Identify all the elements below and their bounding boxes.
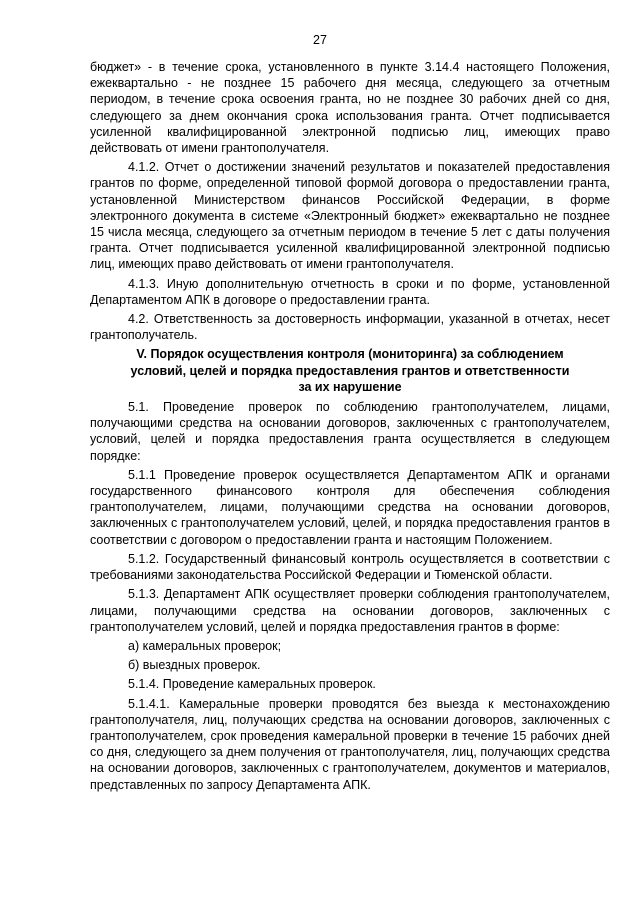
section-heading-line: условий, целей и порядка предоставления грантов и ответственности xyxy=(130,363,570,378)
list-item: б) выездных проверок. xyxy=(128,658,261,673)
list-item: 5.1.4. Проведение камеральных проверок. xyxy=(128,677,376,692)
paragraph: 4.2. Ответственность за достоверность информации, указанной в отчетах, несет грантополучатель. xyxy=(90,312,610,343)
section-heading-line: за их нарушение xyxy=(298,379,402,394)
list-item: а) камеральных проверок; xyxy=(128,638,282,653)
paragraph: 5.1.2. Государственный финансовый контроль осуществляется в соответствии с требованиями законодательства Российской Федерации и Тюменской области. xyxy=(90,551,610,583)
paragraph: бюджет» - в течение срока, установленного в пункте 3.14.4 настоящего Положения, ежеквартально - не позднее 15 рабочего дня месяца, следующего за отчетным периодом, в течение срока освоения гранта, но не позднее 30 рабочих дней со дня, следующего за днем окончания срока использования гранта. Отчет подписывается усиленной квалифицированной электронной подписью лиц, имеющих право действовать от имени грантополучателя. xyxy=(90,60,610,156)
page-number: 27 xyxy=(313,33,327,47)
paragraph: 5.1.3. Департамент АПК осуществляет проверки соблюдения грантополучателем, лицами, получающими средства на основании договоров, заключенных с грантополучателем условий, целей и порядка предоставления грантов в форме: xyxy=(90,587,610,634)
paragraph: 5.1. Проведение проверок по соблюдению грантополучателем, лицами, получающими средства на основании договоров, заключенных с грантополучателем, условий, целей и порядка предоставления гранта осуществляется в следующем порядке: xyxy=(90,400,610,463)
paragraph: 4.1.3. Иную дополнительную отчетность в сроки и по форме, установленной Департаментом АПК в договоре о предоставлении гранта. xyxy=(90,276,610,307)
section-heading-line: V. Порядок осуществления контроля (мониторинга) за соблюдением xyxy=(136,347,564,362)
paragraph: 5.1.4.1. Камеральные проверки проводятся без выезда к местонахождению грантополучателя, лиц, получающих средства на основании договоров, заключенных с грантополучателем, срок проведения камеральной проверки в течение 15 рабочих дней со дня, следующего за днем получения от грантополучателя, лиц, получающих средства на основании договоров, заключенных с грантополучателем, документов и материалов, представленных по запросу Департамента АПК. xyxy=(90,696,610,792)
paragraph: 4.1.2. Отчет о достижении значений результатов и показателей предоставления грантов по форме, определенной типовой формой договора о предоставлении гранта, установленной Министерством финансов Российской Федерации, в форме электронного документа в системе «Электронный бюджет» ежеквартально не позднее 15 числа месяца, следующего за отчетным периодом в течение 5 лет с даты получения гранта. Отчет подписывается усиленной квалифицированной электронной подписью лиц, имеющих право действовать от имени грантополучателя. xyxy=(90,160,610,272)
document-body xyxy=(90,59,610,796)
section-heading xyxy=(90,346,610,395)
paragraph: 5.1.1 Проведение проверок осуществляется Департаментом АПК и органами государственного финансового контроля для обеспечения соблюдения грантополучателем, лицами, получающими средства на основании договоров, заключенных с грантополучателем условий, целей, и порядка предоставления грантов в соответствии с договором о предоставлении гранта и настоящим Положением. xyxy=(90,467,610,547)
